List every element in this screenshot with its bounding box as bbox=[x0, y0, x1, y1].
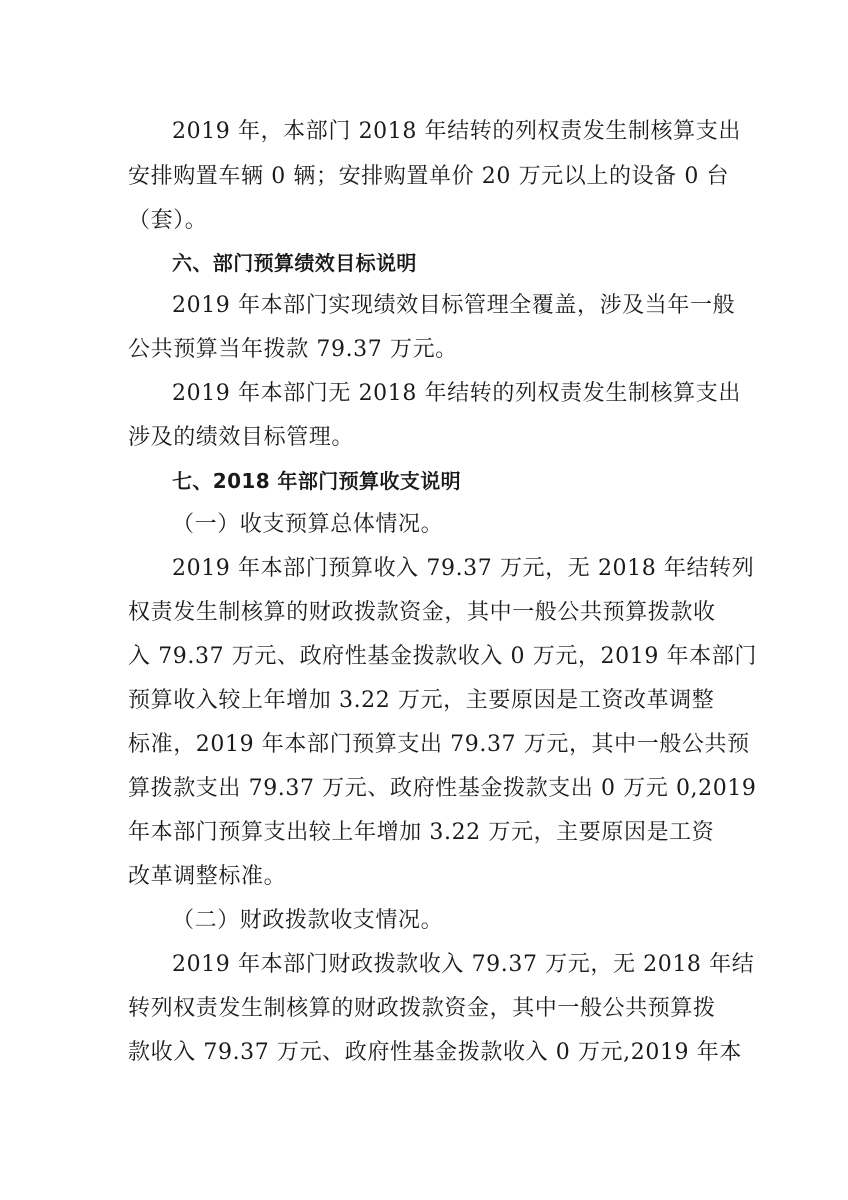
subsection-heading: （一）收支预算总体情况。 bbox=[172, 512, 444, 537]
paragraph-line: 转列权责发生制核算的财政拨款资金，其中一般公共预算拨 bbox=[128, 996, 716, 1021]
paragraph-line: 公共预算当年拨款 79.37 万元。 bbox=[128, 337, 458, 362]
subsection-heading: （二）财政拨款收支情况。 bbox=[172, 908, 444, 933]
paragraph-line: 权责发生制核算的财政拨款资金，其中一般公共预算拨款收 bbox=[128, 600, 716, 625]
paragraph-line: 2019 年本部门实现绩效目标管理全覆盖，涉及当年一般 bbox=[172, 293, 736, 318]
paragraph-line: （套）。 bbox=[128, 208, 208, 233]
paragraph-line: 2019 年，本部门 2018 年结转的列权责发生制核算支出 bbox=[172, 119, 741, 144]
paragraph-line: 2019 年本部门预算收入 79.37 万元，无 2018 年结转列 bbox=[172, 556, 755, 581]
paragraph-line: 算拨款支出 79.37 万元、政府性基金拨款支出 0 万元 0,2019 bbox=[128, 776, 757, 801]
paragraph-line: 涉及的绩效目标管理。 bbox=[128, 425, 355, 450]
paragraph-line: 预算收入较上年增加 3.22 万元，主要原因是工资改革调整 bbox=[128, 688, 715, 713]
paragraph-line: 安排购置车辆 0 辆；安排购置单价 20 万元以上的设备 0 台 bbox=[128, 164, 730, 189]
section-heading: 七、2018 年部门预算收支说明 bbox=[172, 469, 462, 493]
paragraph-line: 年本部门预算支出较上年增加 3.22 万元，主要原因是工资 bbox=[128, 820, 715, 845]
section-heading: 六、部门预算绩效目标说明 bbox=[172, 251, 417, 275]
paragraph-line: 款收入 79.37 万元、政府性基金拨款收入 0 万元,2019 年本 bbox=[128, 1040, 742, 1065]
paragraph-line: 2019 年本部门无 2018 年结转的列权责发生制核算支出 bbox=[172, 381, 741, 406]
paragraph-line: 2019 年本部门财政拨款收入 79.37 万元，无 2018 年结 bbox=[172, 952, 755, 977]
paragraph-line: 入 79.37 万元、政府性基金拨款收入 0 万元，2019 年本部门 bbox=[128, 644, 757, 669]
paragraph-line: 标准，2019 年本部门预算支出 79.37 万元，其中一般公共预 bbox=[128, 732, 750, 757]
paragraph-line: 改革调整标准。 bbox=[128, 864, 287, 889]
